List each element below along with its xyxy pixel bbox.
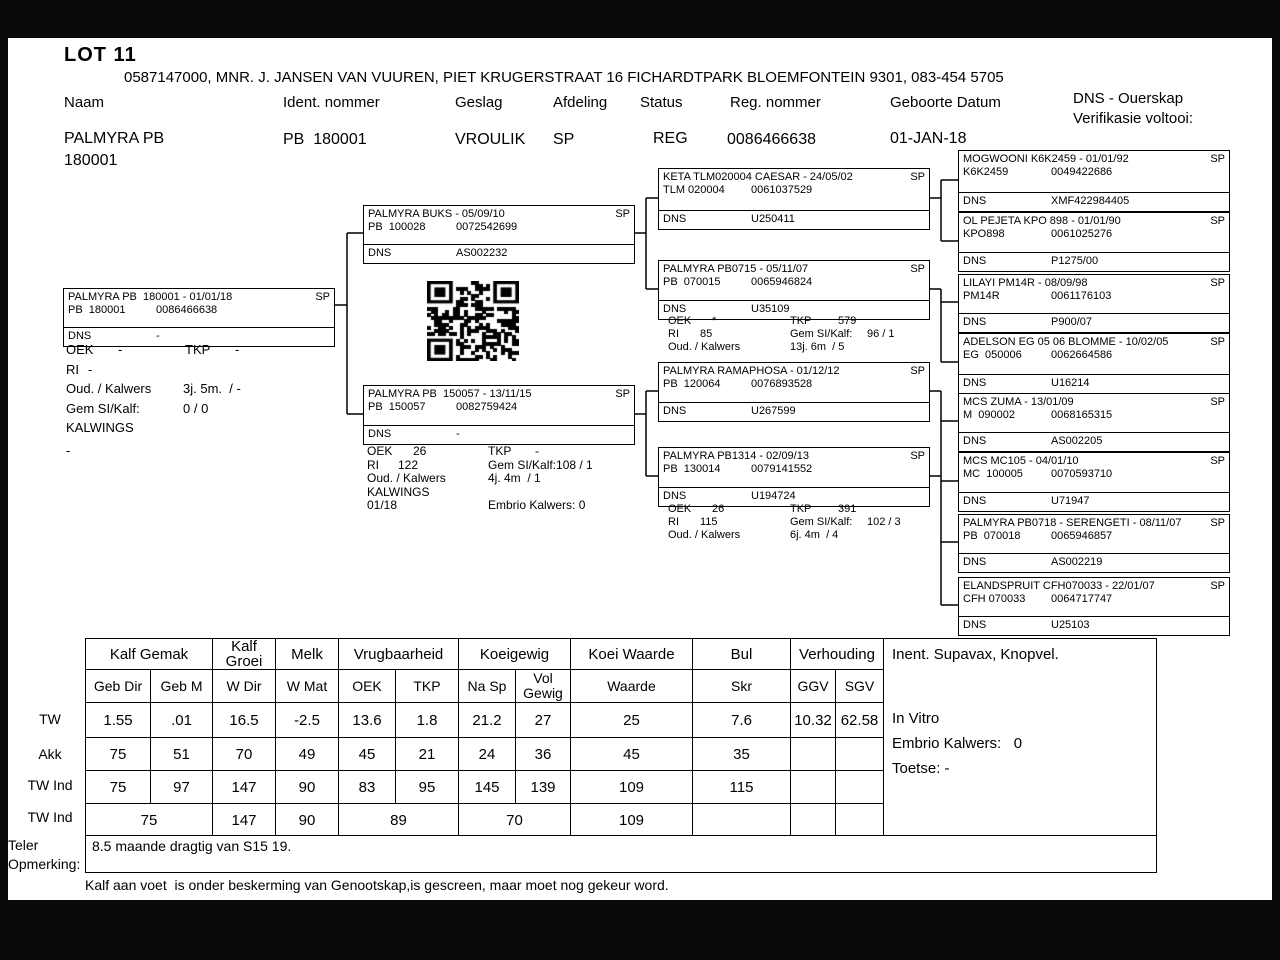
kalwings-label: KALWINGS (367, 484, 430, 499)
dns-value: AS002232 (456, 247, 508, 259)
ri-value: 122 (398, 457, 419, 472)
animal-ident: EG 050006 (963, 349, 1022, 361)
animal-reg: 0079141552 (751, 463, 813, 475)
animal-ident: K6K2459 (963, 166, 1009, 178)
animal-name: PALMYRA RAMAPHOSA - 01/12/12 (663, 365, 840, 377)
ebv-cell: 35 (693, 738, 791, 771)
group-header-kalf-gemak: Kalf Gemak (86, 639, 213, 670)
opmerking-label: Opmerking: (8, 856, 81, 872)
ebv-cell: 62.58 (836, 703, 884, 738)
gem-si-kalf-value: 102 / 3 (867, 516, 901, 528)
naam-label: Naam (64, 94, 105, 111)
ebv-cell: 16.5 (213, 703, 276, 738)
kalwings-label: KALWINGS (66, 420, 134, 435)
ebv-cell: 70 (459, 804, 571, 837)
animal-name: LILAYI PM14R - 08/09/98 (963, 277, 1088, 289)
col-header-skr: Skr (693, 670, 791, 703)
section-code: SP (315, 291, 330, 303)
ebv-cell: 70 (213, 738, 276, 771)
animal-name: ELANDSPRUIT CFH070033 - 22/01/07 (963, 580, 1155, 592)
dns-ouerskap-label: DNS - Ouerskap (1073, 90, 1184, 107)
animal-ident: PB 130014 (663, 463, 721, 475)
tw-ind-row (86, 771, 884, 804)
col-header-w-mat: W Mat (276, 670, 339, 703)
embrio-kalwers-note: Embrio Kalwers: 0 (892, 735, 1023, 752)
ebv-table-wrap (85, 638, 884, 837)
animal-reg: 0061176103 (1051, 290, 1112, 302)
tkp-label: TKP (488, 444, 512, 458)
section-code: SP (1210, 517, 1225, 529)
dns-label: DNS (68, 330, 92, 342)
pedigree-box-ggp1 (958, 150, 1230, 212)
ebv-cell: 90 (276, 771, 339, 804)
ident-label: Ident. nommer (283, 94, 380, 111)
letterbox-top (0, 0, 1280, 38)
ebv-cell: 115 (693, 771, 791, 804)
teler-label: Teler (8, 837, 39, 853)
dns-value: P1275/00 (1051, 255, 1099, 267)
pedigree-box-subject (63, 288, 335, 347)
section-code: SP (910, 450, 925, 462)
geslag-value: VROULIK (455, 131, 526, 148)
oud-kalwers-label: Oud. / Kalwers (66, 381, 152, 396)
ebv-cell: 97 (151, 771, 213, 804)
animal-name: MCS MC105 - 04/01/10 (963, 455, 1079, 467)
group-header-kalf-groei: Kalf Groei (213, 639, 276, 670)
section-code: SP (910, 365, 925, 377)
animal-reg: 0065946824 (751, 276, 813, 288)
tkp-label: TKP (185, 342, 211, 357)
animal-ident: PB 120064 (663, 378, 721, 390)
section-code: SP (1210, 153, 1225, 165)
oud-kalwers-value: 3j. 5m. / - (183, 381, 241, 396)
tkp-label: TKP (790, 503, 812, 515)
ebv-cell: 25 (571, 703, 693, 738)
pedigree-box-ggp4 (958, 333, 1230, 394)
ri-value: 85 (700, 328, 713, 340)
col-header-vol-gewig: Vol Gewig (516, 670, 571, 703)
ebv-cell: 21 (396, 738, 459, 771)
pedigree-box-dam-dam (658, 447, 930, 507)
dns-value: U35109 (751, 303, 790, 315)
gem-si-kalf-value: 108 / 1 (556, 457, 593, 472)
info-box (883, 638, 1157, 837)
ebv-cell (693, 804, 791, 837)
pedigree-box-ggp8 (958, 577, 1230, 636)
dns-label: DNS (368, 428, 392, 440)
dns-value: AS002205 (1051, 435, 1103, 447)
animal-ident: PB 150057 (368, 401, 426, 413)
ebv-cell: 89 (339, 804, 459, 837)
oud-kalwers-label: Oud. / Kalwers (668, 341, 741, 353)
oek-label: OEK (668, 503, 692, 515)
owner-line: 0587147000, MNR. J. JANSEN VAN VUUREN, PIET KRUGERSTRAAT 16 FICHARDTPARK BLOEMFONTEIN 9301, 083-454 5705 (124, 69, 1004, 86)
ebv-cell: 75 (86, 804, 213, 837)
letterbox-bottom (0, 900, 1280, 960)
section-code: SP (910, 171, 925, 183)
section-code: SP (910, 263, 925, 275)
animal-ident: PM14R (963, 290, 1000, 302)
reg-nommer-label: Reg. nommer (730, 94, 821, 111)
tkp-value: - (535, 444, 539, 458)
col-header-ggv: GGV (791, 670, 836, 703)
gem-si-kalf-label: Gem SI/Kalf: (790, 516, 853, 528)
geboorte-datum-label: Geboorte Datum (890, 94, 1001, 111)
animal-ident: PB 180001 (68, 304, 126, 316)
pedigree-box-sire-sire (658, 168, 930, 230)
col-header-waarde: Waarde (571, 670, 693, 703)
ebv-cell: 1.55 (86, 703, 151, 738)
tkp-label: TKP (790, 315, 812, 327)
dns-value: U194724 (751, 490, 796, 502)
ebv-cell: 45 (571, 738, 693, 771)
animal-ident: CFH 070033 (963, 593, 1026, 605)
ebv-cell: 95 (396, 771, 459, 804)
akk-row (86, 738, 884, 771)
letterbox-right (1272, 0, 1280, 960)
ebv-cell: 109 (571, 804, 693, 837)
animal-reg: 0049422686 (1051, 166, 1113, 178)
in-vitro-note: In Vitro (892, 710, 940, 727)
animal-name: PALMYRA PB 180001 - 01/01/18 (68, 291, 233, 303)
animal-reg: 0086466638 (156, 304, 218, 316)
gem-si-kalf-label: Gem SI/Kalf: (66, 400, 140, 416)
group-header-koei-waarde: Koei Waarde (571, 639, 693, 670)
ebv-cell: -2.5 (276, 703, 339, 738)
pedigree-box-ggp3 (958, 274, 1230, 333)
tkp-value: 391 (838, 503, 857, 515)
dns-value: AS002219 (1051, 556, 1103, 568)
ebv-cell: 10.32 (791, 703, 836, 738)
dns-label: DNS (963, 619, 987, 631)
afdeling-label: Afdeling (553, 94, 608, 111)
dns-label: DNS (368, 247, 392, 259)
dns-value: P900/07 (1051, 316, 1092, 328)
dns-label: DNS (963, 316, 987, 328)
tw-row (86, 703, 884, 738)
col-header-sgv: SGV (836, 670, 884, 703)
animal-reg: 0061025276 (1051, 228, 1113, 240)
section-code: SP (1210, 215, 1225, 227)
qr-code (427, 281, 519, 361)
ri-label: RI (668, 516, 679, 528)
dns-label: DNS (663, 213, 687, 225)
animal-name: KETA TLM020004 CAESAR - 24/05/02 (663, 171, 853, 183)
animal-name: PALMYRA PB1314 - 02/09/13 (663, 450, 809, 462)
section-code: SP (615, 208, 630, 220)
oek-label: OEK (367, 444, 393, 458)
animal-ident: KPO898 (963, 228, 1005, 240)
toetse-note: Toetse: - (892, 760, 950, 777)
embrio-kalwers-note: Embrio Kalwers: 0 (488, 498, 586, 512)
status-label: Status (640, 94, 683, 111)
oek-label: OEK (668, 315, 692, 327)
gem-si-kalf-label: Gem SI/Kalf: (488, 457, 557, 472)
oek-value: 26 (712, 503, 725, 515)
animal-reg: 0072542699 (456, 221, 518, 233)
dns-label: DNS (963, 495, 987, 507)
ri-value: 115 (700, 516, 718, 528)
ebv-cell: 13.6 (339, 703, 396, 738)
lot-title: LOT 11 (64, 44, 137, 66)
dns-label: DNS (663, 490, 687, 502)
pedigree-box-ggp6 (958, 452, 1230, 512)
section-code: SP (1210, 336, 1225, 348)
ebv-cell: 51 (151, 738, 213, 771)
oud-kalwers-value: 4j. 4m / 1 (488, 471, 541, 485)
pedigree-box-ggp5 (958, 393, 1230, 452)
ebv-cell (836, 771, 884, 804)
status-value: REG (653, 130, 688, 147)
oud-kalwers-value: 13j. 6m / 5 (790, 341, 845, 353)
animal-reg: 0065946857 (1051, 530, 1113, 542)
ebv-cell: 1.8 (396, 703, 459, 738)
dns-label: DNS (963, 435, 987, 447)
group-header-bul: Bul (693, 639, 791, 670)
animal-reg: 0068165315 (1051, 409, 1113, 421)
dam-dam-stats (668, 503, 901, 542)
dns-label: DNS (963, 195, 987, 207)
inent-note: Inent. Supavax, Knopvel. (892, 646, 1059, 663)
footnote: Kalf aan voet is onder beskerming van Genootskap,is gescreen, maar moet nog gekeur word. (85, 877, 669, 893)
ebv-cell: 147 (213, 804, 276, 837)
pedigree-box-ggp7 (958, 514, 1230, 573)
animal-ident: MC 100005 (963, 468, 1023, 480)
section-code: SP (1210, 396, 1225, 408)
group-header-koeigewig: Koeigewig (459, 639, 571, 670)
col-header-tkp: TKP (396, 670, 459, 703)
section-code: SP (1210, 455, 1225, 467)
pedigree-box-sire (363, 205, 635, 264)
pedigree-box-dam-sire (658, 362, 930, 422)
dns-value: U250411 (751, 213, 795, 225)
ebv-cell: .01 (151, 703, 213, 738)
ri-label: RI (668, 328, 679, 340)
animal-reg: 0062664586 (1051, 349, 1113, 361)
row-label-akk: Akk (38, 746, 62, 762)
ri-label: RI (367, 457, 379, 472)
section-code: SP (1210, 580, 1225, 592)
dns-label: DNS (663, 405, 687, 417)
oek-value: * (712, 315, 717, 327)
ebv-cell: 24 (459, 738, 516, 771)
pedigree-box-dam (363, 385, 635, 445)
ri-label: RI (66, 361, 79, 377)
section-code: SP (615, 388, 630, 400)
dam-stats (367, 445, 593, 513)
col-header-geb-dir: Geb Dir (86, 670, 151, 703)
pedigree-box-ggp2 (958, 212, 1230, 272)
ebv-cell: 139 (516, 771, 571, 804)
animal-name: PALMYRA BUKS - 05/09/10 (368, 208, 505, 220)
animal-ident: TLM 020004 (663, 184, 725, 196)
animal-name: PALMYRA PB0718 - SERENGETI - 08/11/07 (963, 517, 1182, 529)
animal-reg: 0076893528 (751, 378, 813, 390)
sire-dam-stats (668, 315, 895, 354)
group-header-verhouding: Verhouding (791, 639, 884, 670)
row-label-tw-ind: TW Ind (27, 777, 73, 793)
animal-reg: 0064717747 (1051, 593, 1113, 605)
animal-name: PALMYRA PB0715 - 05/11/07 (663, 263, 809, 275)
ebv-cell: 21.2 (459, 703, 516, 738)
dns-value: U25103 (1051, 619, 1090, 631)
dns-value: U267599 (751, 405, 796, 417)
kalwings-value: 01/18 (367, 498, 398, 512)
dns-label: DNS (963, 556, 987, 568)
col-header-w-dir: W Dir (213, 670, 276, 703)
gem-si-kalf-label: Gem SI/Kalf: (790, 328, 853, 340)
kalwings-value: - (66, 442, 71, 458)
col-header-geb-m: Geb M (151, 670, 213, 703)
animal-reg: 0082759424 (456, 401, 518, 413)
geboorte-value: 01-JAN-18 (890, 130, 967, 147)
verifikasie-label: Verifikasie voltooi: (1073, 110, 1194, 127)
dns-value: U16214 (1051, 377, 1090, 389)
ebv-cell (791, 738, 836, 771)
animal-name: PALMYRA PB 150057 - 13/11/15 (368, 388, 532, 400)
remark-box (85, 835, 1157, 873)
dns-value: XMF422984405 (1051, 195, 1130, 207)
animal-ident: M 090002 (963, 409, 1015, 421)
dns-label: DNS (963, 255, 987, 267)
animal-name: ADELSON EG 05 06 BLOMME - 10/02/05 (963, 336, 1169, 348)
tw-ind-combined-row (86, 804, 884, 837)
dns-label: DNS (963, 377, 987, 389)
dns-value: U71947 (1051, 495, 1090, 507)
col-header-na-sp: Na Sp (459, 670, 516, 703)
breeding-values-table (85, 638, 884, 837)
group-header-melk: Melk (276, 639, 339, 670)
naam-value-line2: 180001 (64, 152, 118, 169)
oek-value: - (118, 342, 123, 357)
animal-name: MCS ZUMA - 13/01/09 (963, 396, 1074, 408)
animal-name: OL PEJETA KPO 898 - 01/01/90 (963, 215, 1121, 227)
row-label-tw: TW (39, 711, 61, 727)
oud-kalwers-label: Oud. / Kalwers (367, 471, 446, 485)
reg-value: 0086466638 (727, 131, 816, 148)
subject-stats (66, 340, 241, 460)
gem-si-kalf-value: 96 / 1 (867, 328, 895, 340)
dns-value: - (456, 428, 460, 440)
ri-value: - (88, 361, 93, 377)
ident-value: PB 180001 (283, 131, 367, 148)
ebv-cell: 49 (276, 738, 339, 771)
ebv-cell: 83 (339, 771, 396, 804)
pedigree-box-sire-dam (658, 260, 930, 320)
ebv-cell: 45 (339, 738, 396, 771)
ebv-cell: 109 (571, 771, 693, 804)
ebv-cell (791, 804, 836, 837)
ebv-cell (791, 771, 836, 804)
tkp-value: 579 (838, 315, 857, 327)
ebv-cell: 27 (516, 703, 571, 738)
ebv-cell: 7.6 (693, 703, 791, 738)
tkp-value: - (235, 342, 240, 357)
dns-label: DNS (663, 303, 687, 315)
ebv-cell (836, 804, 884, 837)
letterbox-left (0, 0, 8, 960)
dns-value: - (156, 330, 160, 342)
ebv-cell: 75 (86, 771, 151, 804)
animal-ident: PB 100028 (368, 221, 426, 233)
ebv-cell: 147 (213, 771, 276, 804)
ebv-cell: 36 (516, 738, 571, 771)
col-header-oek: OEK (339, 670, 396, 703)
ebv-cell: 75 (86, 738, 151, 771)
ebv-cell: 145 (459, 771, 516, 804)
oek-label: OEK (66, 342, 94, 357)
oud-kalwers-label: Oud. / Kalwers (668, 529, 741, 541)
oud-kalwers-value: 6j. 4m / 4 (790, 529, 839, 541)
row-label-tw-ind-2: TW Ind (27, 809, 73, 825)
ebv-cell: 90 (276, 804, 339, 837)
remark-text: 8.5 maande dragtig van S15 19. (92, 838, 292, 854)
group-header-vrugbaarheid: Vrugbaarheid (339, 639, 459, 670)
geslag-label: Geslag (455, 94, 503, 111)
animal-ident: PB 070015 (663, 276, 721, 288)
ebv-cell (836, 738, 884, 771)
animal-ident: PB 070018 (963, 530, 1021, 542)
section-code: SP (1210, 277, 1225, 289)
naam-value-line1: PALMYRA PB (64, 130, 165, 147)
afdeling-value: SP (553, 131, 575, 148)
animal-name: MOGWOONI K6K2459 - 01/01/92 (963, 153, 1129, 165)
oek-value: 26 (413, 444, 427, 458)
gem-si-kalf-value: 0 / 0 (183, 400, 209, 416)
animal-reg: 0061037529 (751, 184, 813, 196)
animal-reg: 0070593710 (1051, 468, 1113, 480)
